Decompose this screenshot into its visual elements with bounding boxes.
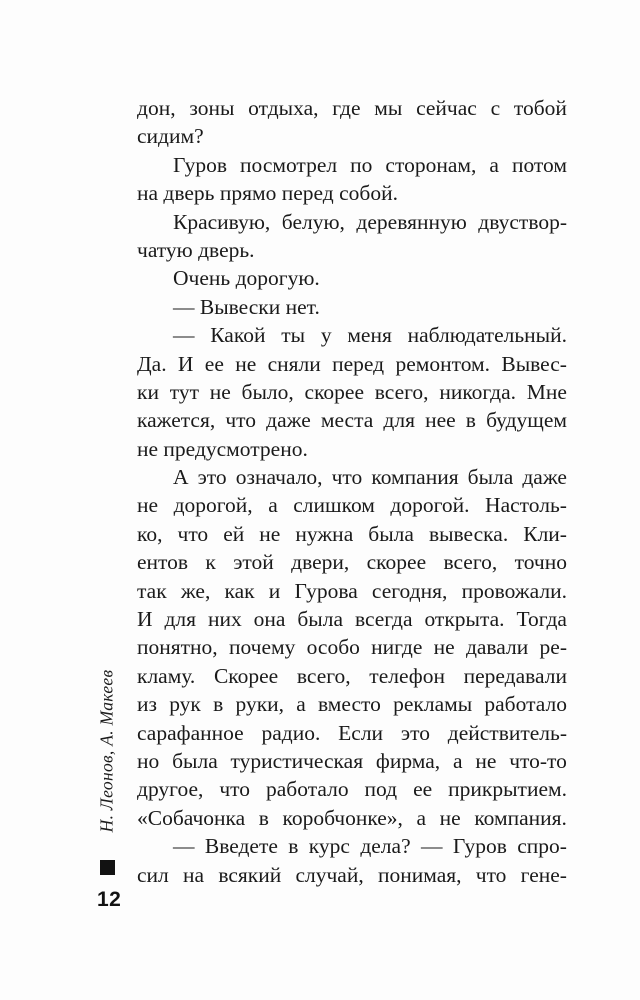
word: работало — [484, 692, 567, 717]
word: что — [331, 465, 363, 490]
word: в — [213, 692, 224, 717]
word: но — [137, 748, 160, 773]
word: что — [225, 408, 257, 433]
word: Мне — [526, 379, 567, 404]
word: что — [475, 862, 507, 887]
word: коробчонке», — [282, 805, 403, 830]
word: на — [183, 862, 205, 887]
word: слишком — [293, 493, 375, 518]
word: Введете — [204, 834, 278, 859]
word: места — [320, 408, 374, 433]
word: Тогда — [516, 607, 567, 632]
word: И — [177, 351, 194, 376]
word: не — [235, 351, 257, 376]
word: сегодня, — [371, 578, 448, 603]
word: наблюдательный. — [407, 323, 567, 348]
word: всякий — [218, 862, 282, 887]
text-line — [137, 94, 567, 122]
word: же, — [180, 578, 211, 603]
word: означало, — [235, 465, 323, 490]
text-line — [137, 321, 567, 349]
word: случай, — [295, 862, 364, 887]
text-line: — Вывески нет. — [173, 294, 320, 319]
word: тут — [169, 379, 199, 404]
text-line — [137, 633, 567, 661]
word: особо — [306, 635, 360, 660]
word: никогда. — [439, 379, 517, 404]
text-line — [137, 719, 567, 747]
word: ее — [413, 777, 433, 802]
word: мы — [374, 96, 403, 120]
word: другое, — [137, 777, 204, 802]
word: не — [475, 748, 497, 773]
word: не — [259, 521, 281, 546]
word: компания. — [474, 805, 567, 830]
word: почему — [228, 635, 296, 660]
word: даже — [522, 465, 567, 490]
word: Вывес- — [501, 351, 567, 376]
word: белую, — [281, 209, 345, 234]
word: под — [364, 777, 398, 802]
word: понятно, — [137, 635, 218, 660]
word: ей — [223, 521, 245, 546]
word: точно — [514, 550, 567, 575]
text-line — [137, 832, 567, 860]
word: что — [177, 521, 209, 546]
word: и — [268, 578, 281, 603]
word: было, — [241, 379, 294, 404]
word: — — [173, 323, 195, 348]
word: Если — [338, 720, 384, 745]
text-line — [137, 861, 567, 889]
page-number: 12 — [97, 888, 122, 911]
word: скорее — [366, 550, 427, 575]
word: где — [332, 96, 361, 120]
word: всего, — [443, 550, 498, 575]
text-line — [137, 151, 567, 179]
text-line: сидим? — [137, 124, 204, 149]
word: для — [164, 607, 197, 632]
word: компания — [371, 465, 459, 490]
text-line — [137, 208, 567, 236]
word: деревянную — [356, 209, 467, 234]
word: отдыха, — [248, 96, 319, 120]
word: не — [209, 379, 231, 404]
word: — — [173, 834, 195, 859]
word: вывеска. — [428, 521, 509, 546]
text-line — [137, 520, 567, 548]
word: рук — [169, 692, 201, 717]
word: ентов — [137, 550, 189, 575]
word: туристическая — [230, 748, 364, 773]
word: не — [439, 805, 461, 830]
text-line — [137, 747, 567, 775]
word: вместо — [318, 692, 381, 717]
word: Кли- — [523, 521, 567, 546]
word: сил — [137, 862, 169, 887]
word: сейчас — [416, 96, 477, 120]
word: у — [320, 323, 332, 348]
word: тобой — [513, 96, 567, 120]
word: рекламы — [393, 692, 473, 717]
word: всего, — [374, 379, 429, 404]
word: для — [383, 408, 415, 433]
word: А — [173, 465, 189, 490]
word: перед — [332, 351, 385, 376]
word: «Собачонка — [137, 805, 246, 830]
footer-square-marker — [100, 860, 115, 875]
word: телефон — [369, 663, 445, 688]
text-line — [137, 775, 567, 803]
word: — — [420, 834, 443, 859]
word: передавали — [463, 663, 567, 688]
word: Гуров — [173, 152, 228, 177]
word: Какой — [210, 323, 266, 348]
word: нигде — [371, 635, 423, 660]
author-sidebar-text: Н. Леонов, А. Макеев — [96, 669, 117, 833]
text-line: не предусмотрено. — [137, 436, 308, 461]
word: не — [137, 493, 159, 518]
word: этой — [233, 550, 274, 575]
word: дорогой, — [173, 493, 253, 518]
text-line — [137, 577, 567, 605]
word: работало — [266, 777, 349, 802]
word: Скорее — [213, 663, 279, 688]
word: Гурова — [294, 578, 358, 603]
word: была — [297, 607, 344, 632]
word: Да. — [137, 351, 167, 376]
word: а — [452, 748, 463, 773]
word: кламу. — [137, 663, 196, 688]
word: И — [137, 607, 153, 632]
word: Гуров — [452, 834, 507, 859]
word: а — [296, 692, 306, 717]
word: ре- — [539, 635, 567, 660]
word: а — [489, 152, 499, 177]
word: понимая, — [377, 862, 462, 887]
word: это — [197, 465, 227, 490]
word: кажется, — [137, 408, 216, 433]
word: дон, — [137, 96, 176, 120]
word: ее — [204, 351, 224, 376]
word: ко, — [137, 521, 163, 546]
word: них — [207, 607, 242, 632]
word: руки, — [235, 692, 285, 717]
word: из — [137, 692, 157, 717]
text-line — [137, 378, 567, 406]
word: что-то — [509, 748, 567, 773]
text-line — [137, 548, 567, 576]
word: двуствор- — [478, 209, 567, 234]
word: была — [172, 748, 218, 773]
word: скорее — [304, 379, 365, 404]
word: была — [368, 521, 414, 546]
word: как — [224, 578, 255, 603]
word: всего, — [296, 663, 351, 688]
text-line — [137, 350, 567, 378]
word: спро- — [517, 834, 567, 859]
word: в — [465, 408, 476, 433]
word: нужна — [295, 521, 354, 546]
text-line — [137, 804, 567, 832]
word: а — [268, 493, 278, 518]
word: давали — [465, 635, 529, 660]
word: будущем — [486, 408, 567, 433]
word: открыта. — [424, 607, 505, 632]
text-line: чатую дверь. — [137, 237, 255, 262]
word: прикрытием. — [448, 777, 567, 802]
word: ты — [281, 323, 306, 348]
word: радио. — [261, 720, 321, 745]
word: к — [205, 550, 216, 575]
word: она — [253, 607, 286, 632]
word: дела? — [360, 834, 411, 859]
word: провожали. — [461, 578, 567, 603]
word: в — [258, 805, 269, 830]
text-line — [137, 463, 567, 491]
text-line — [137, 491, 567, 519]
word: по — [350, 152, 373, 177]
word: дорогой. — [390, 493, 470, 518]
word: потом — [511, 152, 567, 177]
word: в — [288, 834, 299, 859]
word: что — [219, 777, 251, 802]
word: гене- — [520, 862, 567, 887]
word: курс — [308, 834, 350, 859]
body-text-block — [137, 94, 567, 889]
word: сарафанное — [137, 720, 244, 745]
word: фирма, — [375, 748, 441, 773]
word: Настоль- — [485, 493, 567, 518]
text-line — [137, 406, 567, 434]
text-line — [137, 605, 567, 633]
word: сняли — [267, 351, 321, 376]
word: ремонтом. — [395, 351, 491, 376]
text-line: Очень дорогую. — [173, 266, 320, 291]
word: сторонам, — [385, 152, 477, 177]
word: ки — [137, 379, 159, 404]
word: действитель- — [447, 720, 567, 745]
word: даже — [266, 408, 311, 433]
word: с — [490, 96, 501, 120]
word: не — [433, 635, 455, 660]
text-line — [137, 690, 567, 718]
word: а — [416, 805, 427, 830]
word: двери, — [291, 550, 350, 575]
word: так — [137, 578, 167, 603]
word: меня — [347, 323, 392, 348]
word: это — [400, 720, 430, 745]
text-line — [137, 662, 567, 690]
word: всегда — [354, 607, 413, 632]
word: зоны — [189, 96, 235, 120]
text-line: на дверь прямо перед собой. — [137, 181, 398, 206]
word: Красивую, — [173, 209, 271, 234]
word: нее — [425, 408, 456, 433]
word: посмотрел — [240, 152, 338, 177]
word: была — [467, 465, 514, 490]
